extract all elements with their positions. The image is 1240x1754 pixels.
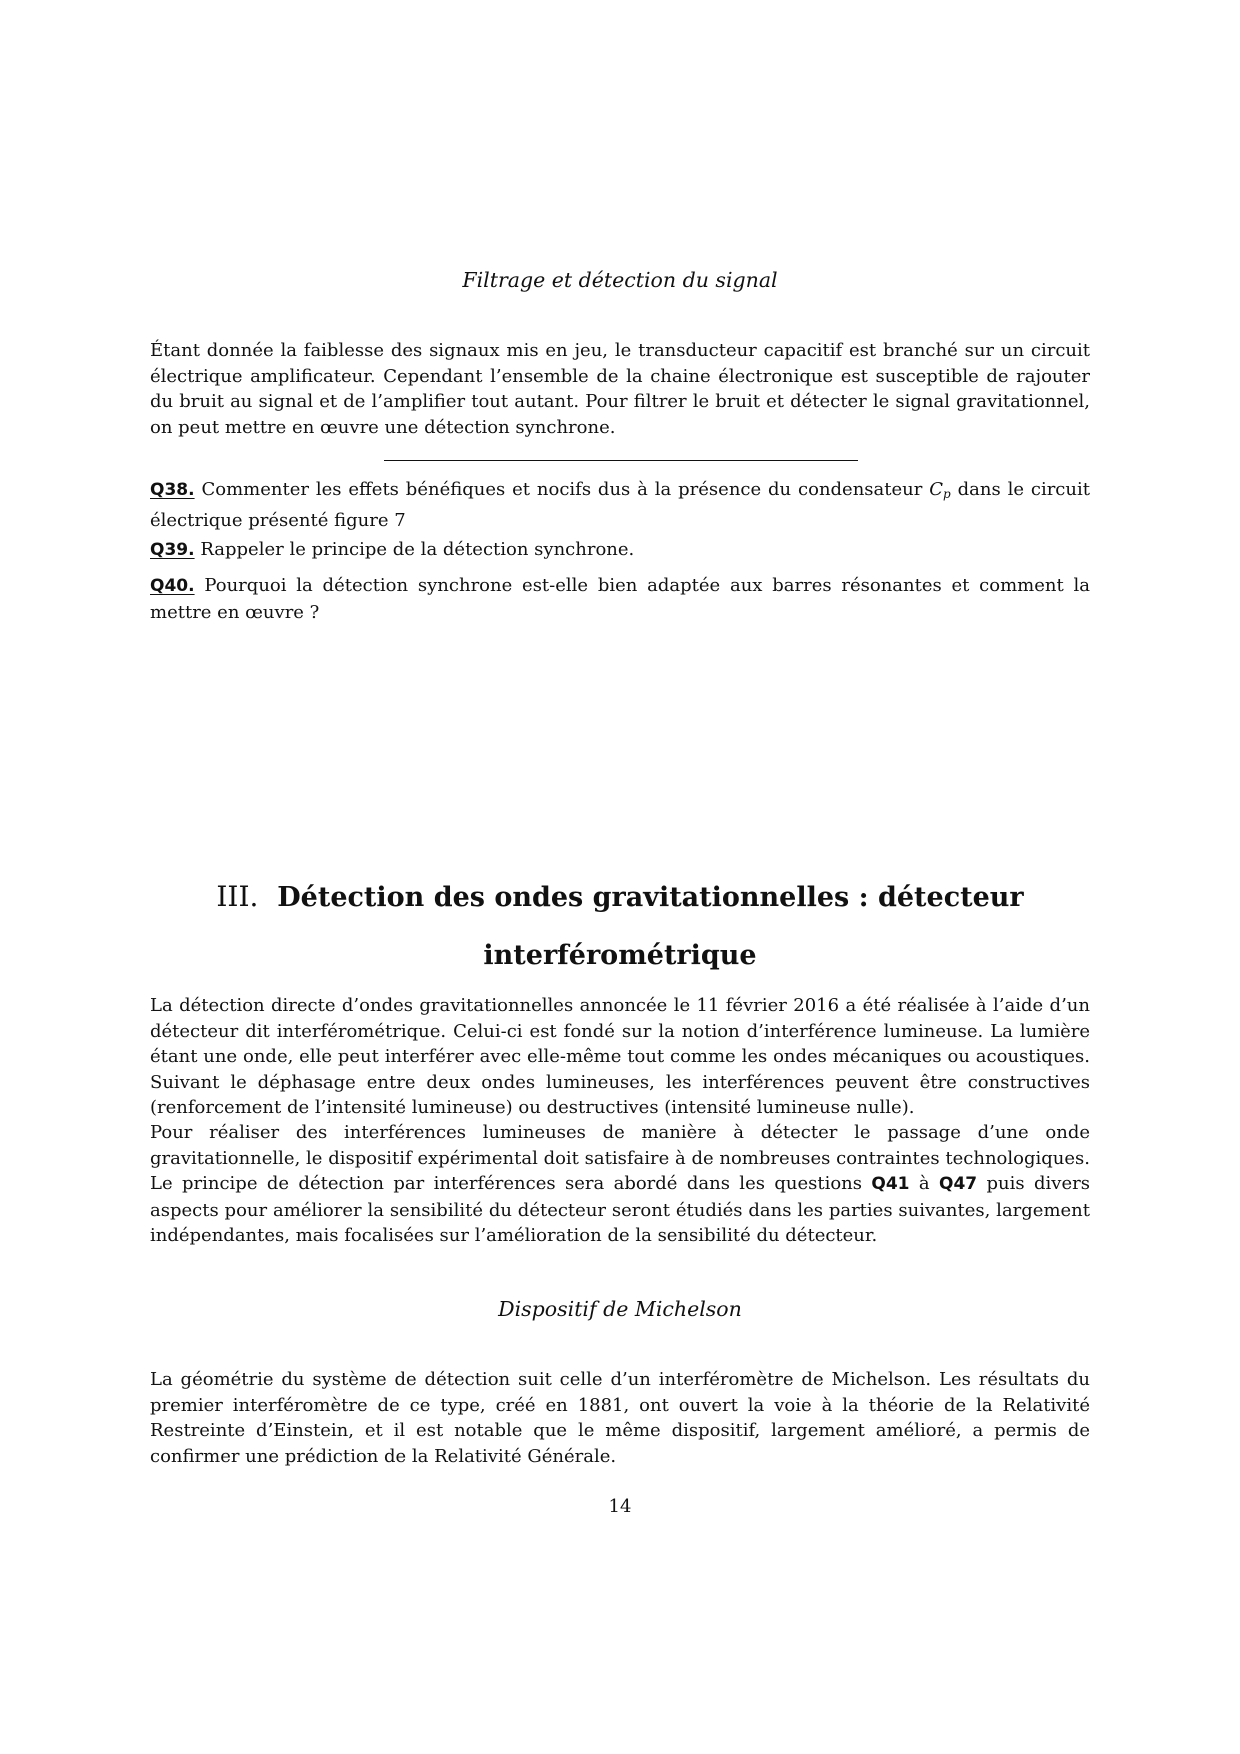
section3-paragraph2 — [150, 1120, 1090, 1249]
section-title-line1 — [150, 880, 1090, 913]
section-number: III. — [216, 880, 259, 913]
question-label-q40: Q40. — [150, 576, 195, 596]
section3-paragraph2-middle: à — [918, 1173, 930, 1194]
variable-cp-main: C — [929, 479, 944, 500]
variable-cp-sub: p — [943, 487, 951, 501]
subsection-title-michelson: Dispositif de Michelson — [498, 1297, 742, 1321]
section3-paragraph2-before: Pour réaliser des interférences lumineuses de manière à détecter le passage d’une onde gravitationnelle, le dispositif expérimental doit satisfaire à de nombreuses contraintes technologiques. Le principe de détection par interférences sera abordé dans les questions — [150, 1122, 1090, 1194]
question-text-q38-before: Commenter les effets bénéfiques et nocifs dus à la présence du condensateur — [201, 479, 923, 500]
separator-rule — [384, 460, 858, 461]
question-q40 — [150, 573, 1090, 625]
section-title-text-line1: Détection des ondes gravitationnelles : détecteur — [277, 882, 1024, 913]
question-text-q39: Rappeler le principe de la détection synchrone. — [200, 539, 635, 560]
page-number: 14 — [608, 1496, 632, 1517]
section-title-line2: interférométrique — [483, 940, 757, 971]
question-q38 — [150, 477, 1090, 533]
section3-paragraph1: La détection directe d’ondes gravitationnelles annoncée le 11 février 2016 a été réalisée à l’aide d’un détecteur dit interférométrique. Celui-ci est fondé sur la notion d’interférence lumineuse. La lumière étant une onde, elle peut interférer avec elle-même tout comme les ondes mécaniques ou acoustiques. Suivant le déphasage entre deux ondes lumineuses, les interférences peuvent être constructives (renforcement de l’intensité lumineuse) ou destructives (intensité lumineuse nulle). — [150, 995, 1090, 1118]
question-label-q38: Q38. — [150, 480, 195, 500]
filtrage-paragraph: Étant donnée la faiblesse des signaux mis en jeu, le transducteur capacitif est branché sur un circuit électrique amplificateur. Cependant l’ensemble de la chaine électronique est susceptible de rajouter du bruit au signal et de l’amplifier tout autant. Pour filtrer le bruit et détecter le signal gravitationnel, on peut mettre en œuvre une détection synchrone. — [150, 340, 1090, 438]
question-text-q38-after: dans le circuit électrique présenté figure 7 — [150, 479, 1090, 531]
question-ref-q47: Q47 — [939, 1174, 978, 1194]
subsection-title-filtrage: Filtrage et détection du signal — [462, 268, 778, 292]
variable-cp — [929, 479, 950, 500]
section3-paragraph2-after: puis divers aspects pour améliorer la sensibilité du détecteur seront étudiés dans les parties suivantes, largement indépendantes, mais focalisées sur l’amélioration de la sensibilité du détecteur. — [150, 1173, 1090, 1246]
question-label-q39: Q39. — [150, 540, 195, 560]
question-ref-q41: Q41 — [871, 1174, 910, 1194]
question-q39 — [150, 537, 1090, 564]
question-text-q40: Pourquoi la détection synchrone est-elle bien adaptée aux barres résonantes et comment la mettre en œuvre ? — [150, 575, 1090, 623]
michelson-paragraph: La géométrie du système de détection suit celle d’un interféromètre de Michelson. Les résultats du premier interféromètre de ce type, créé en 1881, ont ouvert la voie à la théorie de la Relativité Restreinte d’Einstein, et il est notable que le même dispositif, largement amélioré, a permis de confirmer une prédiction de la Relativité Générale. — [150, 1369, 1090, 1467]
